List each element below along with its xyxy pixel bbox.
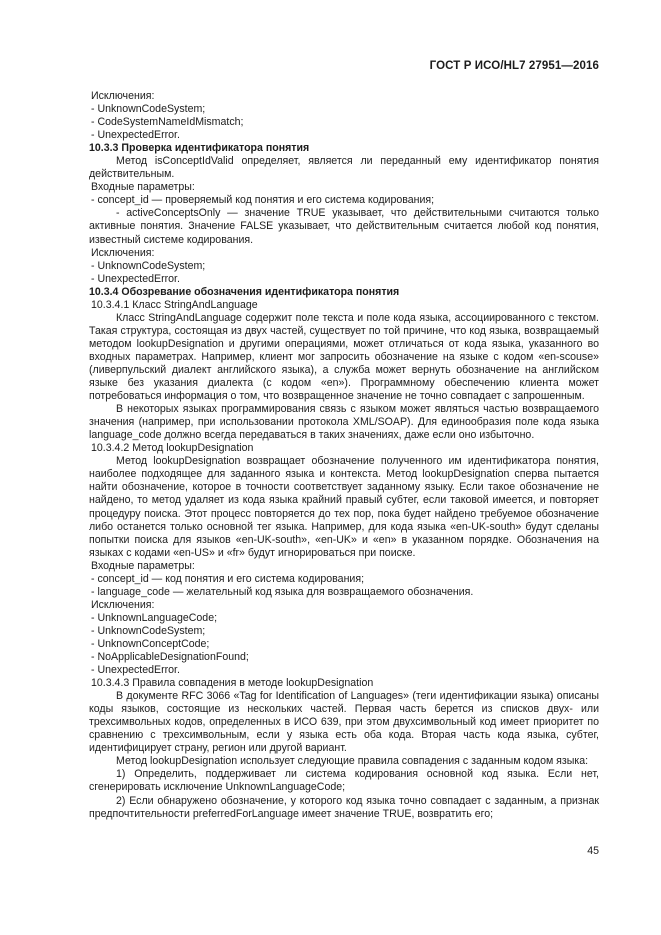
text-line: - UnknownCodeSystem; [91,103,206,116]
text-line: Исключения: [91,598,155,611]
paragraph: Метод lookupDesignation использует следующие правила совпадения с заданным кодом языка: [116,755,589,768]
text-line: Исключения: [91,246,155,259]
paragraph: Метод lookupDesignation возвращает обозначение полученного им идентификатора понятия, наиболее подходящее для заданного языка и контекста. Метод lookupDesignation сперва пытается найти обозначение, которое в точности соответствует заданному языку. Если такое обозначение не найдено, то метод удаляет из кода языка крайний правый субтег, если таковой имеется, и повторяет процедуру поиска. Этот процесс повторяется до тех пор, пока будет найдено требуемое обозначение либо останется только основной тег языка. Например, для кода языка «en-UK-south» будут сделаны попытки поиска для языков «en-UK-south», «en-UK» и «en» в указанном порядке. Обозначения на языках с кодами «en-US» и «fr» будут игнорироваться при поиске. [89,455,599,559]
text-line: 10.3.4.1 Класс StringAndLanguage [91,298,258,311]
text-line: - language_code — желательный код языка для возвращаемого обозначения. [91,585,474,598]
text-line: - UnknownConceptCode; [91,637,210,650]
text-line: Входные параметры: [91,181,195,194]
text-line: - UnexpectedError. [91,664,180,677]
text-line: - concept_id — код понятия и его система кодирования; [91,572,365,585]
text-line: Входные параметры: [91,559,195,572]
text-line: - concept_id — проверяемый код понятия и его система кодирования; [91,194,435,207]
document-body [89,90,599,821]
paragraph: В документе RFC 3066 «Tag for Identification of Languages» (теги идентификации языка) описаны коды языков, состоящие из нескольких частей. Первая часть берется из списков двух- или трехсимвольных кодов, определенных в ИСО 639, при этом двухсимвольный код имеет приоритет по сравнению с трехсимвольным, если у языка есть оба кода. Вторая часть кода языка, субтег, идентифицирует страну, регион или другой вариант. [89,690,599,755]
page-number: 45 [587,845,599,857]
paragraph: 2) Если обнаружено обозначение, у которого код языка точно совпадает с заданным, а признак предпочтительности preferredForLanguage имеет значение TRUE, возвратить его; [89,794,599,820]
text-line: - CodeSystemNameIdMismatch; [91,116,244,129]
text-line: - UnexpectedError. [91,272,180,285]
text-line: - UnknownCodeSystem; [91,259,206,272]
paragraph: Класс StringAndLanguage содержит поле текста и поле кода языка, ассоциированного с текстом. Такая структура, состоящая из двух частей, существует по той причине, что код языка, возвращаемый методом lookupDesignation и другими операциями, может отличаться от кода языка, указанного во входных параметрах. Например, клиент мог запросить обозначение на языке с кодом «en-scouse» (ливерпульский диалект английского языка), а служба может вернуть обозначение на английском языке без указания диалекта (с кодом «en»). Программному обеспечению клиента может потребоваться информация о том, что возвращенное значение не точно совпадает с запрошенным. [89,311,599,403]
text-line: - UnexpectedError. [91,129,180,142]
paragraph: В некоторых языках программирования связь с языком может являться частью возвращаемого значения (например, при использовании протокола XML/SOAP). Для единообразия поле кода языка language_code должно всегда передаваться в таких значениях, даже если оно избыточно. [89,403,599,442]
paragraph: 1) Определить, поддерживает ли система кодирования основной код языка. Если нет, сгенерировать исключение UnknownLanguageCode; [89,768,599,794]
text-line: Исключения: [91,90,155,102]
text-line: 10.3.4.3 Правила совпадения в методе lookupDesignation [91,677,374,690]
document-header: ГОСТ Р ИСО/HL7 27951—2016 [429,60,599,72]
section-heading: 10.3.4 Обозревание обозначения идентификатора понятия [89,285,400,298]
section-heading: 10.3.3 Проверка идентификатора понятия [89,142,310,155]
text-line: 10.3.4.2 Метод lookupDesignation [91,442,254,455]
paragraph: Метод isConceptIdValid определяет, является ли переданный ему идентификатор понятия действительным. [89,155,599,181]
text-line: - UnknownLanguageCode; [91,611,218,624]
text-line: - UnknownCodeSystem; [91,624,206,637]
text-line: - NoApplicableDesignationFound; [91,651,249,664]
paragraph: - activeConceptsOnly — значение TRUE указывает, что действительными считаются только активные понятия. Значение FALSE указывает, что действительным считается любой код понятия, известный системе кодирования. [89,207,599,246]
